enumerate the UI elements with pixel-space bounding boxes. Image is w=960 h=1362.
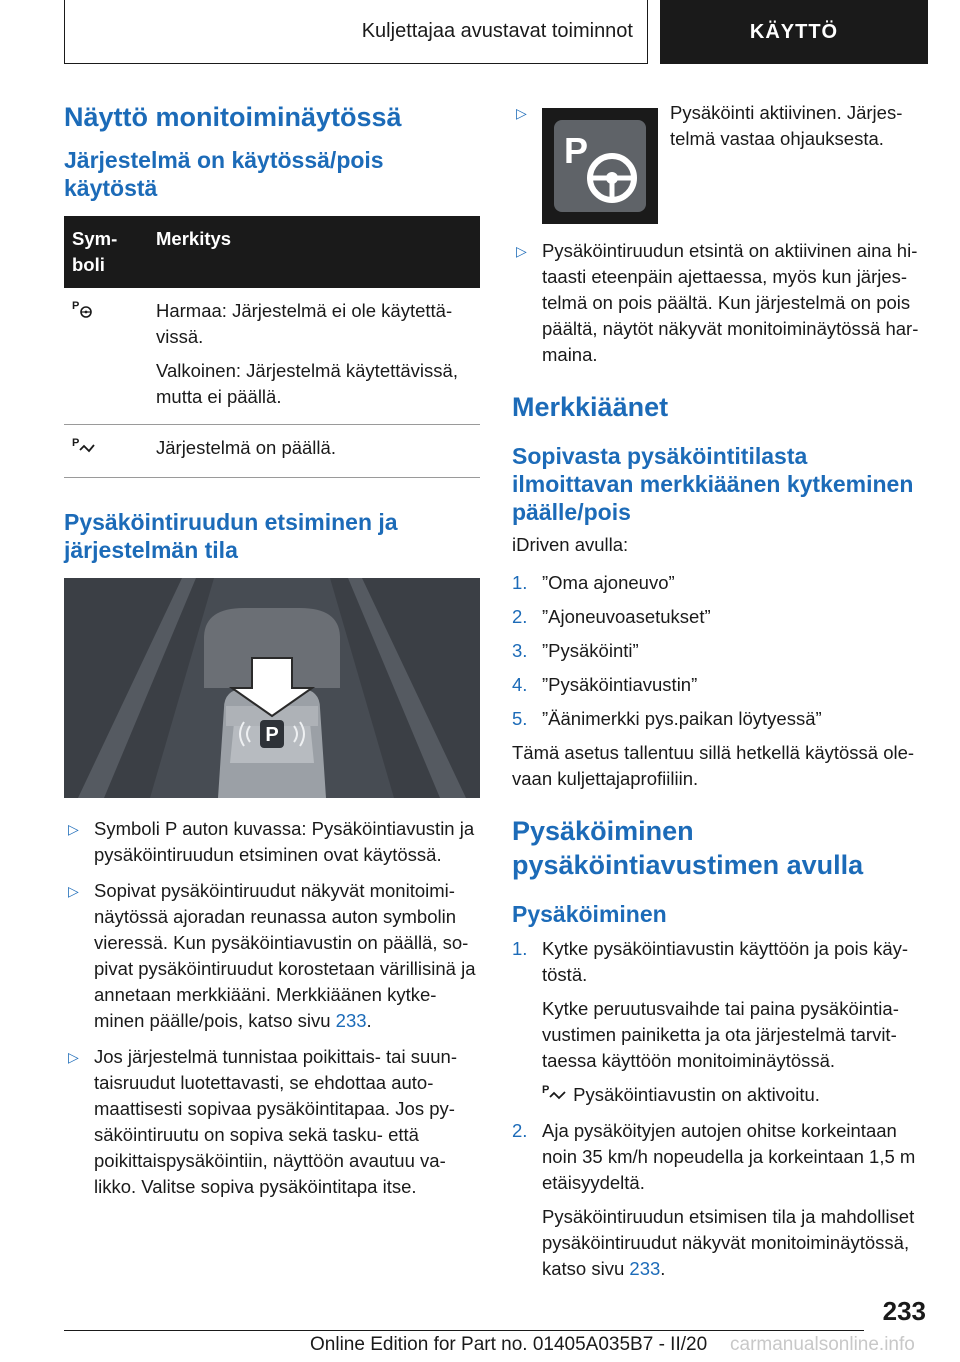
col-meaning-header: Merkitys — [148, 216, 480, 288]
meaning-text: Harmaa: Järjestelmä ei ole käytettävissä. — [156, 300, 453, 347]
list-item: ▷ Sopivat pysäköintiruudut näkyvät monitoiminäytössä ajoradan reunassa auton symbolin vieressä. Kun pysäköintiavustin on päällä, sopivat pysäköintiruudut korostetaan värillisinä ja annetaan merkkiääni. Merkkiäänen kytkeminen päälle/pois, katso sivu 233. — [68, 879, 476, 1031]
heading-sound-toggle: Sopivasta pysäköintitilasta ilmoittavan merkkiäänen kytkeminen päälle/pois — [512, 443, 914, 525]
parking-assistant-icon — [72, 436, 96, 463]
list-item: ▷ Jos järjestelmä tunnistaa poikittais- tai suuntaisruudut luotettavasti, se ehdottaa automaattisesti sopivaa pysäköintitapaa. Jos pysäköintiruutu on sopiva sekä tasku- että poikittaispysäköintiin, näyttöön avautuu valikko. Valitse sopiva pysäköintitapa itse. — [68, 1045, 457, 1197]
parking-assistant-active-icon — [542, 1083, 568, 1110]
watermark: carmanualsonline.info — [730, 1334, 915, 1355]
bullet-triangle-icon: ▷ — [516, 243, 527, 259]
list-item: 2. Aja pysäköityjen autojen ohitse korkeintaan noin 35 km/h nopeudella ja korkeintaan 1,5 m etäisyydeltä. Pysäköintiruudun etsimisen tila ja mahdolliset pysäköintiruudut näkyvät monitoiminäytössä, katso sivu 233. — [512, 1119, 916, 1279]
list-item: 3. ”Pysäköinti” — [512, 640, 639, 661]
bullet-triangle-icon: ▷ — [516, 105, 527, 121]
chapter-tab[interactable]: KÄYTTÖ — [660, 0, 928, 64]
list-item: 1. Kytke pysäköintiavustin käyttöön ja pois käytöstä. Kytke peruutusvaihde tai paina pysäköintiavustimen painiketta ja ota järjestelmä tarvittaessa käyttöön monitoiminäytössä. P Pysäköintiavustin on aktivoitu. — [512, 936, 928, 1110]
symbol-cell — [64, 288, 148, 425]
edition-text: Online Edition for Part no. 01405A035B7 - II/20 — [310, 1334, 708, 1355]
list-item: ▷ Pysäköintiruudun etsintä on aktiivinen aina hitaasti eteenpäin ajettaessa, myös kun järjestelmä on pois päältä. Kun järjestelmä on pois päältä, näytöt näkyvät monitoiminäytössä harmaina. — [516, 240, 919, 365]
list-item: ▷ Symboli P auton kuvassa: Pysäköintiavustin ja pysäköintiruudun etsiminen ovat käytössä. — [68, 817, 475, 865]
meaning-cell — [148, 288, 480, 425]
meaning-cell — [148, 425, 480, 478]
table-row — [64, 425, 480, 478]
list-item — [512, 100, 928, 224]
bullet-triangle-icon: ▷ — [68, 1048, 79, 1065]
footer-divider — [64, 1330, 864, 1331]
page-link[interactable]: 233 — [335, 1009, 367, 1031]
table-row — [64, 288, 480, 425]
page-header — [64, 0, 928, 64]
svg-text:P: P — [72, 436, 80, 449]
heading-display: Näyttö monitoiminäytössä — [64, 102, 402, 132]
car-parking-symbol: P — [265, 723, 279, 746]
meaning-text: Järjestelmä on päällä. — [156, 437, 336, 458]
bullet-triangle-icon: ▷ — [68, 820, 79, 837]
meaning-text: Valkoinen: Järjestelmä käytettävissä, mutta ei päällä. — [156, 360, 458, 407]
note-text: Tämä asetus tallentuu sillä hetkellä käytössä olevaan kuljettajaprofiiliin. — [512, 742, 915, 789]
parking-display-image — [64, 578, 480, 798]
heading-parking-sub: Pysäköiminen — [512, 901, 667, 927]
symbol-table — [64, 216, 480, 478]
page-link[interactable]: 233 — [629, 1257, 661, 1279]
heading-search: Pysäköintiruudun etsiminen ja järjestelmän tila — [64, 508, 398, 563]
parking-active-icon — [542, 108, 658, 231]
section-title: Kuljettajaa avustavat toiminnot — [64, 0, 648, 64]
heading-parking: Pysäköiminen pysäköintiavustimen avulla — [512, 816, 864, 880]
svg-text:P: P — [564, 130, 589, 171]
bullet-triangle-icon: ▷ — [68, 882, 79, 899]
list-item: 5. ”Äänimerkki pys.paikan löytyessä” — [512, 708, 822, 729]
list-item: 2. ”Ajoneuvoasetukset” — [512, 606, 711, 627]
list-item: 1. ”Oma ajoneuvo” — [512, 572, 675, 593]
list-item: 4. ”Pysäköintiavustin” — [512, 674, 698, 695]
right-column — [512, 100, 928, 1290]
symbol-cell — [64, 425, 148, 478]
idrive-text: iDriven avulla: — [512, 534, 629, 555]
left-column — [64, 100, 480, 1210]
parking-assistant-icon — [72, 299, 94, 326]
svg-text:P: P — [72, 299, 80, 312]
svg-text:P: P — [542, 1083, 550, 1096]
heading-system-status: Järjestelmä on käytössä/pois käytöstä — [64, 147, 384, 201]
page-number: 233 — [882, 1296, 926, 1326]
col-symbol-header: Symboli — [64, 216, 148, 288]
parking-active-text: Pysäköinti aktiivinen. Järjestelmä vastaa ohjauksesta. — [670, 102, 903, 149]
heading-sounds: Merkkiäänet — [512, 392, 669, 422]
